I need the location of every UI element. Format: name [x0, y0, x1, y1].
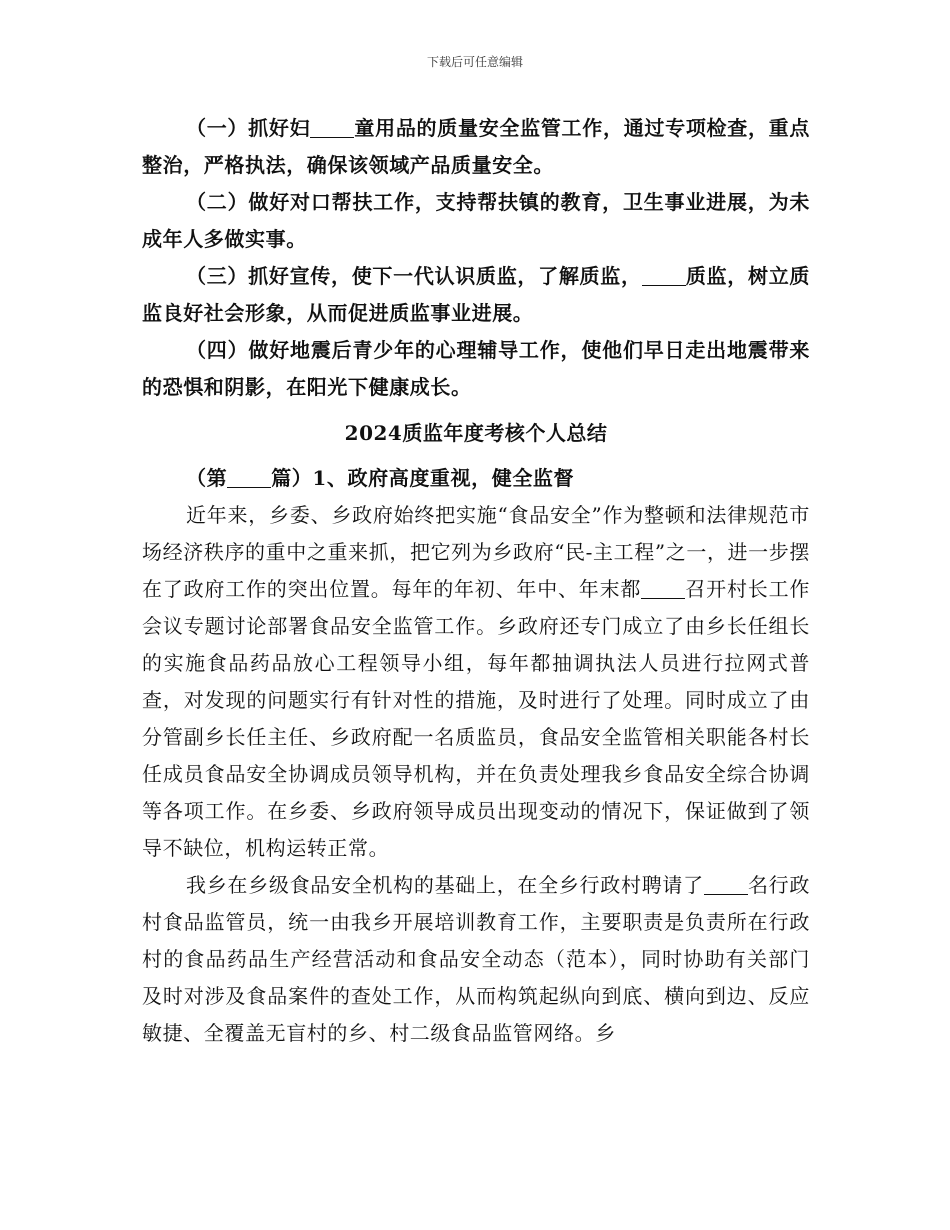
- document-body: [142, 110, 810, 1052]
- blank-line: [642, 265, 686, 286]
- paragraph-2: [142, 867, 810, 1052]
- subheading-text-a: （第: [186, 466, 228, 490]
- item-3-text-b: 质监，树立质监良好社会形象，从而促进质监事业进展。: [142, 264, 811, 325]
- paragraph-1-text-b: 召开村长工作会议专题讨论部署食品安全监管工作。乡政府还专门成立了由乡长任组长的实施食品药品放心工程领导小组，每年都抽调执法人员进行拉网式普查，对发现的问题实行有针对性的措施，及时进行了处理。同时成立了由分管副乡长任主任、乡政府配一名质监员，食品安全监管相关职能各村长任成员食品安全协调成员领导机构，并在负责处理我乡食品安全综合协调等各项工作。在乡委、乡政府领导成员出现变动的情况下，保证做到了领导不缺位，机构运转正常。: [142, 577, 810, 860]
- paragraph-1: [142, 497, 810, 867]
- blank-line: [227, 467, 271, 488]
- item-1-text-a: （一）抓好妇: [186, 116, 311, 140]
- item-3: [142, 258, 810, 332]
- item-3-text-a: （三）抓好宣传，使下一代认识质监，了解质监，: [186, 264, 642, 288]
- item-4: （四）做好地震后青少年的心理辅导工作，使他们早日走出地震带来的恐惧和阴影，在阳光下健康成长。: [142, 338, 810, 399]
- paragraph-2-text-b: 名行政村食品监管员，统一由我乡开展培训教育工作，主要职责是负责所在行政村的食品药品生产经营活动和食品安全动态（范本），同时协助有关部门及时对涉及食品案件的查处工作，从而构筑起纵向到底、横向到边、反应敏捷、全覆盖无盲村的乡、村二级食品监管网络。乡: [142, 873, 811, 1045]
- page-header: 下载后可任意编辑: [426, 55, 523, 69]
- item-1: [142, 110, 810, 184]
- section-title: 2024质监年度考核个人总结: [344, 421, 608, 445]
- item-1-text-b: 童用品的质量安全监管工作，通过专项检查，重点整治，严格执法，确保该领域产品质量安全。: [142, 116, 811, 177]
- paragraph-1-text-a: 近年来，乡委、乡政府始终把实施“食品安全”作为整顿和法律规范市场经济秩序的重中之重来抓，把它列为乡政府“民-主工程”之一，进一步摆在了政府工作的突出位置。每年的年初、年中、年末都: [142, 503, 810, 601]
- subheading-text-b: 篇）1、政府高度重视，健全监督: [271, 466, 575, 490]
- paragraph-2-text-a: 我乡在乡级食品安全机构的基础上，在全乡行政村聘请了: [186, 873, 704, 897]
- subheading: [142, 460, 810, 497]
- blank-line: [310, 117, 354, 138]
- blank-line: [704, 874, 748, 895]
- blank-line: [641, 578, 685, 599]
- item-2: （二）做好对口帮扶工作，支持帮扶镇的教育，卫生事业进展，为未成年人多做实事。: [142, 190, 810, 251]
